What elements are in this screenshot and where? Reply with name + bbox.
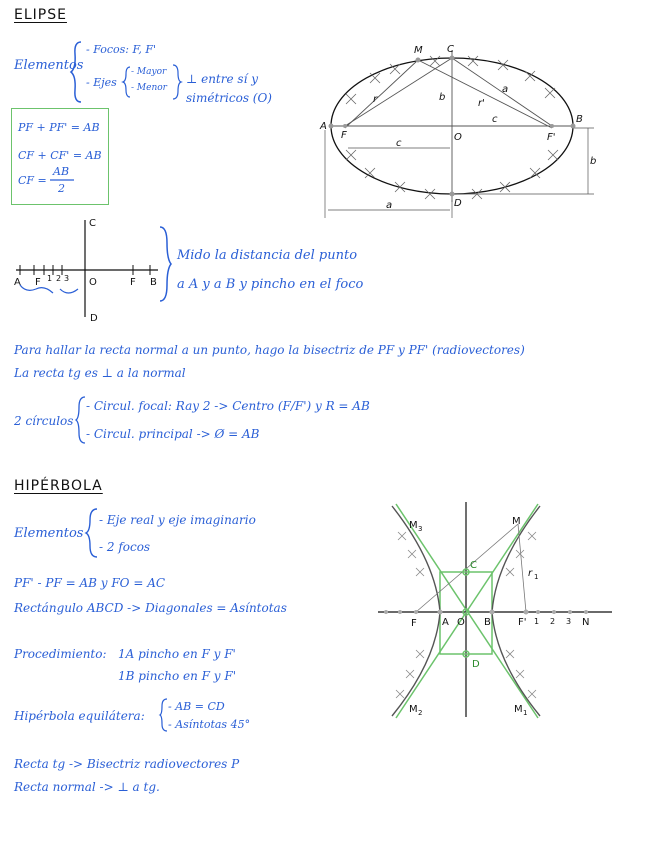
circle-focal: - Circul. focal: Ray 2 -> Centro (F/F') y R = AB (86, 399, 370, 413)
equilateral-2: - Asíntotas 45° (168, 718, 251, 731)
axis-label-O: O (89, 277, 97, 288)
hyp-label-r1-sub: 1 (534, 573, 539, 581)
hyp-label-r1: r (528, 568, 533, 579)
hyp-label-C: C (470, 560, 477, 571)
hyperbola-diagram (378, 502, 618, 720)
ellipse-title: ELIPSE (14, 7, 67, 23)
construction-brace (158, 225, 172, 303)
ellipse-label-A: A (320, 121, 327, 132)
formula-1: PF + PF' = AB (18, 121, 100, 134)
hyperbola-title: HIPÉRBOLA (14, 478, 103, 494)
ellipse-axes-brace (123, 66, 131, 98)
procedure-2: 1B pincho en F y F' (118, 669, 237, 683)
axis-label-A: A (14, 277, 21, 288)
ellipse-foci-line: - Focos: F, F' (86, 43, 157, 56)
ellipse-axes-prefix: - Ejes (86, 76, 117, 89)
ellipse-diagram (320, 40, 620, 220)
ellipse-label-r: r (373, 94, 378, 105)
axis-label-B: B (150, 277, 157, 288)
hyp-label-M: M (512, 516, 521, 527)
hyperbola-elements-label: Elementos (14, 526, 84, 541)
hyp-label-M2-sub: 2 (418, 709, 423, 717)
hyperbola-normal: Recta normal -> ⊥ a tg. (14, 780, 160, 794)
ellipse-elements-label: Elementos (14, 58, 84, 73)
axis-label-F2: F (130, 277, 136, 288)
equilateral-label: Hipérbola equilátera: (14, 709, 145, 723)
hyperbola-tangent: Recta tg -> Bisectriz radiovectores P (14, 757, 240, 771)
formula-2: CF + CF' = AB (18, 149, 102, 162)
ellipse-label-C: C (447, 44, 454, 55)
hyp-label-M2: M (409, 704, 418, 715)
axis-label-F: F (35, 277, 41, 288)
hyp-label-M1-sub: 1 (523, 709, 528, 717)
ellipse-label-c-dim: c (396, 138, 402, 149)
formula-3-lhs: CF = (18, 174, 47, 187)
ellipse-label-r2: r' (478, 98, 485, 109)
axis-label-3: 3 (64, 274, 70, 283)
ellipse-label-b-dim: b (590, 156, 597, 167)
ellipse-label-M: M (414, 45, 423, 56)
ellipse-axes-relation-2: simétricos (O) (186, 91, 272, 105)
equilateral-brace (160, 698, 168, 732)
hyp-label-1: 1 (534, 617, 540, 626)
ellipse-label-a: a (502, 84, 509, 95)
axis-label-C: C (89, 218, 96, 229)
hyperbola-foci-line: - 2 focos (99, 540, 151, 554)
hyp-label-M3: M (409, 520, 418, 531)
axis-label-1: 1 (47, 274, 53, 283)
hyp-label-3: 3 (566, 617, 572, 626)
ellipse-label-b: b (439, 92, 446, 103)
ellipse-axes-relation-1: ⊥ entre sí y (186, 72, 258, 86)
ellipse-axis-minor: - Menor (131, 83, 167, 93)
ellipse-label-B: B (576, 114, 583, 125)
axis-sketch (12, 215, 162, 325)
ellipse-axis-major: - Mayor (131, 67, 167, 77)
hyp-label-M1: M (514, 704, 523, 715)
ellipse-label-F2: F' (547, 132, 556, 143)
hyp-label-2: 2 (550, 617, 556, 626)
ellipse-label-F: F (341, 130, 347, 141)
circles-brace (76, 396, 86, 444)
ellipse-label-a-dim: a (386, 200, 393, 211)
hyp-label-D: D (472, 659, 480, 670)
hyperbola-formula: PF' - PF = AB y FO = AC (14, 576, 166, 590)
hyp-label-N: N (582, 617, 590, 628)
hyp-label-O: O (457, 617, 465, 628)
formula-3-den: 2 (58, 182, 65, 195)
hyperbola-rectangle: Rectángulo ABCD -> Diagonales = Asíntotas (14, 601, 287, 615)
circle-principal: - Circul. principal -> Ø = AB (86, 427, 260, 441)
ellipse-label-O: O (454, 132, 462, 143)
fraction-bar (50, 179, 76, 181)
normal-line-2: La recta tg es ⊥ a la normal (14, 366, 186, 380)
normal-line-1: Para hallar la recta normal a un punto, hago la bisectriz de PF y PF' (radiovectores) (14, 343, 525, 357)
hyp-label-F2: F' (518, 617, 527, 628)
procedure-1: 1A pincho en F y F' (118, 647, 236, 661)
circles-label: 2 círculos (14, 414, 74, 428)
equilateral-1: - AB = CD (168, 700, 225, 713)
axis-label-D: D (90, 313, 98, 324)
hyperbola-axes-line: - Eje real y eje imaginario (99, 513, 256, 527)
ellipse-brace (70, 40, 84, 104)
procedure-label: Procedimiento: (14, 647, 107, 661)
hyp-label-M3-sub: 3 (418, 525, 423, 533)
ellipse-label-c: c (492, 114, 498, 125)
ellipse-axes-close-brace (172, 64, 182, 100)
hyp-label-A: A (442, 617, 449, 628)
axis-label-2: 2 (56, 274, 62, 283)
construction-2: a A y a B y pincho en el foco (177, 277, 364, 292)
hyp-label-B: B (484, 617, 491, 628)
formula-3-num: AB (53, 165, 70, 178)
ellipse-label-D: D (454, 198, 462, 209)
hyp-label-F: F (411, 618, 417, 629)
construction-1: Mido la distancia del punto (177, 248, 358, 263)
hyperbola-brace (86, 508, 98, 558)
